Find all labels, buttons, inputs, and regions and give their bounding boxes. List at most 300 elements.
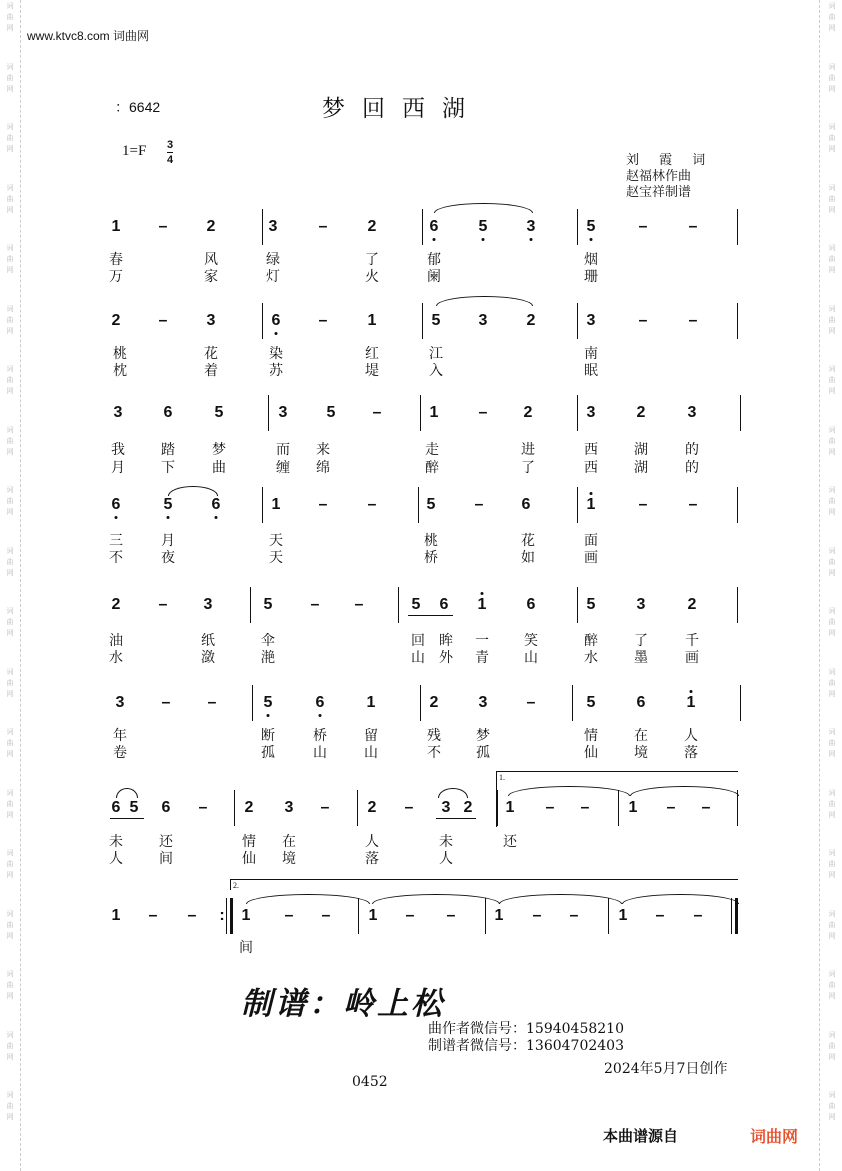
note: 1 xyxy=(367,312,377,329)
lyric-verse2: 境 xyxy=(282,851,296,867)
bar-line xyxy=(572,685,573,721)
lyric-verse2: 灯 xyxy=(266,269,280,285)
bar-line xyxy=(398,587,399,623)
note: 5 xyxy=(263,694,273,711)
note: 6 xyxy=(271,312,281,329)
dash-note: – xyxy=(688,218,698,235)
watermark-glyph: 曲 xyxy=(828,920,836,929)
note: 5 xyxy=(263,596,273,613)
watermark-glyph: 曲 xyxy=(6,981,14,989)
bar-line xyxy=(262,487,263,523)
watermark-glyph: 曲 xyxy=(6,920,14,929)
note: 3 xyxy=(441,799,451,816)
dash-note: – xyxy=(207,694,217,711)
lyric-verse2: 山 xyxy=(411,650,425,666)
tie-slur xyxy=(434,203,533,213)
watermark-glyph: 网 xyxy=(6,205,14,214)
watermark-glyph: 曲 xyxy=(6,497,14,505)
note: 5 xyxy=(586,596,596,613)
lyric-verse1: 郁 xyxy=(427,252,441,268)
watermark-glyph: 词 xyxy=(6,788,14,797)
dash-note: – xyxy=(580,799,590,816)
lyric-verse1: 人 xyxy=(684,728,698,744)
watermark-glyph: 网 xyxy=(6,871,14,879)
watermark-glyph: 曲 xyxy=(828,497,836,505)
note: 1 xyxy=(111,218,121,235)
octave-dot-low xyxy=(530,238,533,241)
lyricist-credit: 刘 霞 词 xyxy=(626,153,714,168)
watermark-glyph: 曲 xyxy=(6,134,14,142)
watermark-glyph: 网 xyxy=(6,1113,14,1121)
note: 3 xyxy=(268,218,278,235)
watermark-glyph: 曲 xyxy=(828,739,836,747)
lyric-verse2: 的 xyxy=(685,460,699,476)
watermark-glyph: 网 xyxy=(828,568,836,577)
beam-underline xyxy=(110,818,144,819)
lyric-verse1: 梦 xyxy=(476,728,490,744)
watermark-glyph: 曲 xyxy=(828,1102,836,1110)
lyric-verse2: 潋 xyxy=(201,650,215,666)
volta-label-2: 2. xyxy=(233,881,239,890)
watermark-glyph: 网 xyxy=(6,1052,14,1061)
note: 6 xyxy=(439,596,449,613)
tie-slur xyxy=(372,894,500,904)
right-margin-line xyxy=(819,0,820,1171)
lyric-verse1: 花 xyxy=(204,346,218,362)
lyric-verse1: 烟 xyxy=(584,252,598,268)
watermark-glyph: 词 xyxy=(828,244,836,252)
watermark-glyph: 网 xyxy=(828,689,836,698)
lyric-verse1: 染 xyxy=(269,346,283,362)
dash-note: – xyxy=(198,799,208,816)
watermark-glyph: 曲 xyxy=(828,134,836,142)
note: 6 xyxy=(429,218,439,235)
lyric-verse2: 间 xyxy=(159,851,173,867)
watermark-glyph: 词 xyxy=(828,123,836,131)
lyric-verse1: 桥 xyxy=(313,728,327,744)
note: 2 xyxy=(636,404,646,421)
lyric-verse2: 水 xyxy=(109,650,123,666)
note: 2 xyxy=(526,312,536,329)
watermark-glyph: 网 xyxy=(828,145,836,153)
octave-dot-high xyxy=(690,690,693,693)
site-header[interactable]: www.ktvc8.com 词曲网 xyxy=(27,29,150,43)
dash-note: – xyxy=(478,404,488,421)
lyric-verse1: 笑 xyxy=(524,633,538,649)
dash-note: – xyxy=(158,596,168,613)
lyric-verse2: 落 xyxy=(684,745,698,761)
lyric-verse2: 外 xyxy=(439,650,453,666)
note: 6 xyxy=(111,496,121,513)
bar-line xyxy=(268,395,269,431)
watermark-glyph: 词 xyxy=(828,667,836,676)
watermark-glyph: 网 xyxy=(6,931,14,940)
watermark-glyph: 词 xyxy=(828,909,836,918)
octave-dot-low xyxy=(167,516,170,519)
octave-dot-high xyxy=(481,592,484,595)
volta-bracket-2 xyxy=(230,879,738,890)
signature: 制谱：岭上松 xyxy=(241,986,445,1022)
dash-note: – xyxy=(688,496,698,513)
lyric-verse2: 仙 xyxy=(584,745,598,761)
watermark-glyph: 曲 xyxy=(828,981,836,989)
dash-note: – xyxy=(372,404,382,421)
lyric-verse1: 一 xyxy=(475,633,489,649)
song-code: ：6642 xyxy=(115,99,161,115)
watermark-glyph: 网 xyxy=(828,871,836,879)
watermark-glyph: 网 xyxy=(828,326,836,335)
left-margin-line xyxy=(20,0,21,1171)
note: 6 xyxy=(526,596,536,613)
dash-note: – xyxy=(187,907,197,924)
source-site-link[interactable]: 词曲网 xyxy=(750,1127,799,1146)
dash-note: – xyxy=(158,218,168,235)
tie-slur xyxy=(438,788,468,798)
watermark-glyph: 曲 xyxy=(828,194,836,203)
watermark-glyph: 词 xyxy=(6,909,14,918)
watermark-glyph: 网 xyxy=(828,266,836,274)
bar-line xyxy=(737,587,738,623)
bar-line xyxy=(422,209,423,245)
lyric-verse1: 西 xyxy=(584,442,598,458)
note: 6 xyxy=(521,496,531,513)
note: 6 xyxy=(636,694,646,711)
note: 3 xyxy=(203,596,213,613)
note: 1 xyxy=(618,907,628,924)
bar-line xyxy=(234,790,235,826)
arranger-credit: 赵宝祥制谱 xyxy=(626,185,692,200)
note: 2 xyxy=(463,799,473,816)
dash-note: – xyxy=(367,496,377,513)
watermark-glyph: 曲 xyxy=(828,315,836,324)
watermark-glyph: 网 xyxy=(6,508,14,516)
dash-note: – xyxy=(321,907,331,924)
lyric-verse1: 天 xyxy=(269,533,283,549)
octave-dot-low xyxy=(433,238,436,241)
note: 2 xyxy=(367,799,377,816)
dash-note: – xyxy=(318,312,328,329)
watermark-glyph: 网 xyxy=(6,810,14,819)
dash-note: – xyxy=(318,496,328,513)
tie-slur xyxy=(436,296,533,306)
note: 5 xyxy=(411,596,421,613)
note: 2 xyxy=(244,799,254,816)
watermark-glyph: 网 xyxy=(6,326,14,335)
watermark-glyph: 网 xyxy=(828,1113,836,1121)
creation-date: 2024年5月7日创作 xyxy=(604,1061,728,1077)
lyric-verse2: 西 xyxy=(584,460,598,476)
dash-note: – xyxy=(405,907,415,924)
watermark-glyph: 曲 xyxy=(828,255,836,263)
tie-slur xyxy=(168,486,218,496)
note: 5 xyxy=(326,404,336,421)
lyric-verse2: 孤 xyxy=(476,745,490,761)
lyric-verse1: 情 xyxy=(242,834,256,850)
lyric-verse2: 落 xyxy=(365,851,379,867)
note: 1 xyxy=(429,404,439,421)
note: 3 xyxy=(636,596,646,613)
watermark-glyph: 网 xyxy=(6,266,14,274)
lyric-verse1: 桃 xyxy=(113,346,127,362)
lyric-verse1: 人 xyxy=(365,834,379,850)
lyric-verse1: 情 xyxy=(584,728,598,744)
note: 5 xyxy=(431,312,441,329)
watermark-glyph: 曲 xyxy=(828,13,836,21)
watermark-glyph: 词 xyxy=(6,365,14,373)
watermark-glyph: 曲 xyxy=(6,315,14,324)
tie-slur xyxy=(116,788,138,798)
watermark-glyph: 网 xyxy=(828,447,836,456)
octave-dot-low xyxy=(275,332,278,335)
note: 1 xyxy=(366,694,376,711)
watermark-glyph: 词 xyxy=(6,607,14,615)
tie-slur xyxy=(622,894,739,904)
dash-note: – xyxy=(666,799,676,816)
lyric-verse2: 绵 xyxy=(316,460,330,476)
watermark-glyph: 词 xyxy=(6,244,14,252)
lyric-verse2: 不 xyxy=(427,745,441,761)
watermark-glyph: 网 xyxy=(6,992,14,1000)
note: 3 xyxy=(115,694,125,711)
dash-note: – xyxy=(638,312,648,329)
lyric-verse2: 眠 xyxy=(584,363,598,379)
watermark-glyph: 词 xyxy=(6,425,14,434)
tie-slur xyxy=(499,894,622,904)
lyric-verse2: 缠 xyxy=(276,460,290,476)
bar-line xyxy=(577,487,578,523)
bar-line xyxy=(226,898,227,934)
lyric-verse2: 桥 xyxy=(424,550,438,566)
watermark-glyph: 词 xyxy=(828,546,836,555)
note: 1 xyxy=(241,907,251,924)
lyric-verse1: 回 xyxy=(411,633,425,649)
lyric-verse1: 醉 xyxy=(584,633,598,649)
lyric-verse2: 境 xyxy=(634,745,648,761)
lyric-verse1: 还 xyxy=(159,834,173,850)
note: 3 xyxy=(284,799,294,816)
lyric-verse1: 留 xyxy=(364,728,378,744)
watermark-glyph: 曲 xyxy=(6,255,14,263)
watermark-glyph: 网 xyxy=(6,145,14,153)
dash-note: – xyxy=(318,218,328,235)
left-watermark-column xyxy=(3,0,17,1171)
lyric-verse2: 月 xyxy=(111,460,125,476)
watermark-glyph: 词 xyxy=(6,849,14,857)
bar-line xyxy=(418,487,419,523)
dash-note: – xyxy=(161,694,171,711)
lyric-verse2: 醉 xyxy=(425,460,439,476)
watermark-glyph: 词 xyxy=(6,1030,14,1039)
watermark-glyph: 词 xyxy=(828,486,836,494)
bar-line xyxy=(740,685,741,721)
watermark-glyph: 词 xyxy=(828,425,836,434)
repeat-barline xyxy=(230,898,233,934)
song-title: 梦回西湖 xyxy=(322,96,482,122)
lyric-verse1: 江 xyxy=(429,346,443,362)
bar-line xyxy=(262,303,263,339)
lyric-verse2: 着 xyxy=(204,363,218,379)
dash-note: – xyxy=(693,907,703,924)
lyric-verse2: 下 xyxy=(161,460,175,476)
watermark-glyph: 网 xyxy=(6,568,14,577)
right-watermark-column xyxy=(825,0,839,1171)
bar-line xyxy=(737,487,738,523)
watermark-glyph: 曲 xyxy=(828,860,836,868)
note: 5 xyxy=(586,694,596,711)
lyric-verse2: 卷 xyxy=(113,745,127,761)
watermark-glyph: 网 xyxy=(828,205,836,214)
watermark-glyph: 曲 xyxy=(828,73,836,82)
note: 5 xyxy=(586,218,596,235)
watermark-glyph: 词 xyxy=(6,183,14,192)
lyric-verse1: 来 xyxy=(316,442,330,458)
note: 3 xyxy=(526,218,536,235)
dash-note: – xyxy=(638,496,648,513)
lyric-verse1: 月 xyxy=(161,533,175,549)
note: 1 xyxy=(271,496,281,513)
watermark-glyph: 词 xyxy=(828,1091,836,1099)
lyric-verse2: 画 xyxy=(584,550,598,566)
dash-note: – xyxy=(638,218,648,235)
lyric-verse2: 万 xyxy=(109,269,123,285)
dash-note: – xyxy=(404,799,414,816)
beam-underline xyxy=(408,615,453,616)
lyric-verse1: 油 xyxy=(109,633,123,649)
lyric-verse2: 阑 xyxy=(427,269,441,285)
watermark-glyph: 网 xyxy=(828,84,836,93)
dash-note: – xyxy=(474,496,484,513)
bar-line xyxy=(422,303,423,339)
lyric-verse2: 山 xyxy=(524,650,538,666)
lyric-verse2: 不 xyxy=(109,550,123,566)
lyric-verse1: 在 xyxy=(634,728,648,744)
watermark-glyph: 曲 xyxy=(6,13,14,21)
note: 3 xyxy=(278,404,288,421)
watermark-glyph: 词 xyxy=(6,667,14,676)
meter-top: 3 xyxy=(167,139,174,151)
dash-note: – xyxy=(320,799,330,816)
bar-line xyxy=(737,303,738,339)
dash-note: – xyxy=(158,312,168,329)
lyric-verse1: 湖 xyxy=(634,442,648,458)
octave-dot-high xyxy=(590,492,593,495)
lyric-verse2: 珊 xyxy=(584,269,598,285)
watermark-glyph: 曲 xyxy=(6,376,14,384)
lyric-verse2: 了 xyxy=(521,460,535,476)
lyric-verse1: 伞 xyxy=(261,633,275,649)
lyric-verse2: 滟 xyxy=(261,650,275,666)
key-signature: 1=F xyxy=(122,143,147,159)
dash-note: – xyxy=(310,596,320,613)
note: 6 xyxy=(111,799,121,816)
watermark-glyph: 网 xyxy=(828,750,836,758)
bar-line xyxy=(740,395,741,431)
dash-note: – xyxy=(655,907,665,924)
lyric-verse1: 踏 xyxy=(161,442,175,458)
watermark-glyph: 网 xyxy=(828,931,836,940)
note: 1 xyxy=(686,694,696,711)
lyric-verse1: 未 xyxy=(109,834,123,850)
lyric-verse1: 风 xyxy=(204,252,218,268)
watermark-glyph: 网 xyxy=(6,24,14,32)
lyric-verse1: 间 xyxy=(239,940,253,956)
octave-dot-low xyxy=(115,516,118,519)
watermark-glyph: 网 xyxy=(828,810,836,819)
watermark-glyph: 曲 xyxy=(6,194,14,203)
watermark-glyph: 网 xyxy=(6,689,14,698)
lyric-verse1: 南 xyxy=(584,346,598,362)
note: 6 xyxy=(211,496,221,513)
lyric-verse1: 走 xyxy=(425,442,439,458)
lyric-verse2: 火 xyxy=(365,269,379,285)
bar-line xyxy=(357,790,358,826)
lyric-verse2: 孤 xyxy=(261,745,275,761)
note: 5 xyxy=(163,496,173,513)
lyric-verse1: 桃 xyxy=(424,533,438,549)
lyric-verse2: 山 xyxy=(364,745,378,761)
note: 5 xyxy=(478,218,488,235)
note: 5 xyxy=(426,496,436,513)
lyric-verse1: 绿 xyxy=(266,252,280,268)
note: 1 xyxy=(111,907,121,924)
watermark-glyph: 词 xyxy=(828,849,836,857)
note: 1 xyxy=(505,799,515,816)
lyric-verse2: 山 xyxy=(313,745,327,761)
watermark-glyph: 词 xyxy=(828,970,836,978)
watermark-glyph: 词 xyxy=(828,728,836,736)
lyric-verse2: 曲 xyxy=(212,460,226,476)
note: 3 xyxy=(113,404,123,421)
watermark-glyph: 词 xyxy=(828,607,836,615)
watermark-glyph: 网 xyxy=(6,84,14,93)
watermark-glyph: 曲 xyxy=(6,739,14,747)
lyric-verse1: 春 xyxy=(109,252,123,268)
note: 2 xyxy=(111,596,121,613)
dash-note: – xyxy=(526,694,536,711)
lyric-verse2: 青 xyxy=(475,650,489,666)
lyric-verse2: 苏 xyxy=(269,363,283,379)
watermark-glyph: 词 xyxy=(828,2,836,10)
dash-note: – xyxy=(446,907,456,924)
watermark-glyph: 词 xyxy=(828,183,836,192)
note: 5 xyxy=(214,404,224,421)
dash-note: – xyxy=(688,312,698,329)
lyric-verse1: 了 xyxy=(634,633,648,649)
dash-note: – xyxy=(532,907,542,924)
time-signature xyxy=(167,139,173,166)
watermark-glyph: 词 xyxy=(828,1030,836,1039)
note: 3 xyxy=(206,312,216,329)
watermark-glyph: 曲 xyxy=(6,557,14,566)
watermark-glyph: 网 xyxy=(828,24,836,32)
lyric-verse1: 了 xyxy=(365,252,379,268)
watermark-glyph: 曲 xyxy=(828,436,836,445)
note: 5 xyxy=(129,799,139,816)
note: 3 xyxy=(687,404,697,421)
watermark-glyph: 词 xyxy=(828,788,836,797)
lyric-verse1: 还 xyxy=(503,834,517,850)
lyric-verse2: 家 xyxy=(204,269,218,285)
bar-line xyxy=(262,209,263,245)
watermark-glyph: 词 xyxy=(6,1091,14,1099)
volta-bracket-1 xyxy=(496,771,738,827)
watermark-glyph: 网 xyxy=(828,387,836,395)
lyric-verse1: 进 xyxy=(521,442,535,458)
lyric-verse2: 仙 xyxy=(242,851,256,867)
dash-note: – xyxy=(284,907,294,924)
meter-bottom: 4 xyxy=(167,154,174,166)
note: 1 xyxy=(494,907,504,924)
